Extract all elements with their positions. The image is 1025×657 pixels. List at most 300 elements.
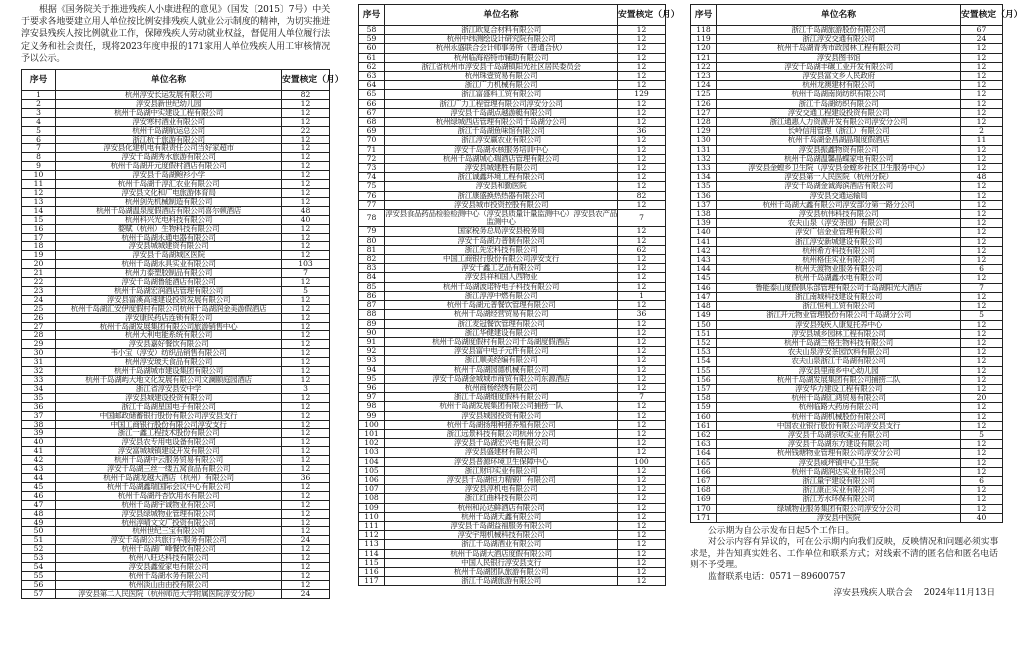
row-quota: 12 [618, 558, 666, 567]
row-quota: 12 [961, 81, 1003, 90]
row-unit-name: 淳安县鑫爱家电有限公司 [56, 563, 282, 572]
table-row [691, 136, 1003, 145]
row-quota: 12 [282, 554, 330, 563]
row-unit-name: 淳安县农专用电设备有限公司 [56, 438, 282, 447]
row-unit-name: 淳安县杭伟科技有限公司 [717, 210, 961, 219]
table-row [691, 182, 1003, 191]
row-quota: 12 [282, 108, 330, 117]
row-number: 2 [22, 99, 56, 108]
row-number: 11 [22, 180, 56, 189]
table-header-row [359, 5, 666, 26]
row-number: 31 [22, 358, 56, 367]
row-quota: 12 [282, 527, 330, 536]
row-number: 37 [22, 411, 56, 420]
table-row [359, 210, 666, 227]
row-number: 133 [691, 164, 717, 173]
row-quota: 12 [282, 188, 330, 197]
row-number: 143 [691, 256, 717, 265]
row-number: 148 [691, 302, 717, 311]
row-unit-name: 浙江淳淳中燃有限公司 [385, 291, 618, 300]
row-number: 78 [359, 210, 385, 227]
row-unit-name: 杭州科兴光电科技有限公司 [56, 215, 282, 224]
row-quota: 12 [961, 164, 1003, 173]
row-quota: 12 [618, 255, 666, 264]
row-number: 71 [359, 145, 385, 154]
row-unit-name: 淳安县残疾人康复托养中心 [717, 320, 961, 329]
row-unit-name: 杭州千岛湖度假村有限公司千岛湖度假酒店 [385, 337, 618, 346]
row-quota: 12 [961, 237, 1003, 246]
row-unit-name: 淳安交通工程建设投资有限公司 [717, 108, 961, 117]
row-number: 85 [359, 282, 385, 291]
row-number: 140 [691, 228, 717, 237]
row-quota: 7 [961, 283, 1003, 292]
row-number: 33 [22, 376, 56, 385]
header-name: 单位名称 [385, 5, 618, 26]
row-number: 44 [22, 473, 56, 482]
row-quota: 12 [961, 458, 1003, 467]
row-number: 122 [691, 62, 717, 71]
row-number: 107 [359, 485, 385, 494]
table-row [22, 402, 330, 411]
row-number: 104 [359, 457, 385, 466]
row-unit-name: 淳安县普源环境卫生保障中心 [385, 457, 618, 466]
row-number: 93 [359, 356, 385, 365]
row-number: 20 [22, 260, 56, 269]
row-number: 130 [691, 136, 717, 145]
row-quota: 12 [282, 331, 330, 340]
row-number: 17 [22, 233, 56, 242]
table-body-1 [22, 91, 330, 599]
row-unit-name: 浙江恒利工贸有限公司 [717, 302, 961, 311]
row-quota: 12 [618, 365, 666, 374]
row-number: 139 [691, 219, 717, 228]
row-number: 39 [22, 429, 56, 438]
row-number: 126 [691, 99, 717, 108]
row-unit-name: 淳安县千岛湖点越游艇有限公司 [385, 108, 618, 117]
row-quota: 12 [618, 164, 666, 173]
row-quota: 12 [618, 264, 666, 273]
table-row [22, 108, 330, 117]
row-number: 1 [22, 91, 56, 100]
row-number: 161 [691, 421, 717, 430]
row-number: 63 [359, 72, 385, 81]
row-quota: 67 [961, 26, 1003, 35]
table-row [22, 580, 330, 589]
row-unit-name: 杭州千岛湖千淳汇农业有限公司 [56, 180, 282, 189]
row-unit-name: 浙江广力机械有限公司 [385, 81, 618, 90]
row-number: 86 [359, 291, 385, 300]
row-quota: 12 [618, 448, 666, 457]
row-quota: 12 [618, 420, 666, 429]
notice-footer [690, 526, 1003, 583]
row-unit-name: 淳安寒村酒业有限公司 [56, 117, 282, 126]
header-no: 序号 [359, 5, 385, 26]
row-quota: 12 [961, 145, 1003, 154]
row-quota: 12 [282, 482, 330, 491]
row-quota: 20 [961, 394, 1003, 403]
row-unit-name: 浙江千岛湖细度假科有限公司 [385, 393, 618, 402]
quota-table-2 [358, 4, 680, 586]
row-number: 66 [359, 99, 385, 108]
row-number: 68 [359, 118, 385, 127]
row-quota: 12 [618, 227, 666, 236]
row-quota: 12 [961, 219, 1003, 228]
row-quota: 12 [618, 347, 666, 356]
row-number: 82 [359, 255, 385, 264]
row-quota: 12 [618, 136, 666, 145]
row-number: 137 [691, 200, 717, 209]
row-number: 4 [22, 117, 56, 126]
column-middle [358, 4, 680, 586]
table-row [691, 90, 1003, 99]
row-unit-name: 淳安县千岛湖宗收实业有限公司 [717, 430, 961, 439]
header-name: 单位名称 [56, 70, 282, 91]
table-row [22, 206, 330, 215]
row-quota: 5 [282, 286, 330, 295]
row-number: 99 [359, 411, 385, 420]
row-unit-name: 淳安县交通运输局 [717, 191, 961, 200]
row-quota: 12 [961, 72, 1003, 81]
table-row [691, 449, 1003, 458]
row-unit-name: 杭州千岛湖宏润酒店管理有限公司 [56, 286, 282, 295]
table-header-row [22, 70, 330, 91]
row-number: 145 [691, 274, 717, 283]
row-number: 150 [691, 320, 717, 329]
row-quota: 12 [961, 384, 1003, 393]
row-quota: 12 [618, 44, 666, 53]
table-row [22, 197, 330, 206]
row-unit-name: 杭州千岛湖广峰餐饮有限公司 [56, 545, 282, 554]
row-unit-name: 淳安千岛湖鲁能酒店有限公司 [56, 278, 282, 287]
row-quota: 12 [282, 180, 330, 189]
row-quota: 36 [282, 473, 330, 482]
row-unit-name: 淳安县文化和广电旅游体育局 [56, 188, 282, 197]
table-row [22, 571, 330, 580]
row-quota: 12 [282, 197, 330, 206]
row-number: 58 [359, 26, 385, 35]
row-unit-name: 杭州剑先机械制造有限公司 [56, 197, 282, 206]
row-number: 106 [359, 475, 385, 484]
row-quota: 12 [618, 429, 666, 438]
row-unit-name: 农夫山泉（淳安茶园）有限公司 [717, 219, 961, 228]
row-number: 134 [691, 173, 717, 182]
row-quota: 12 [282, 465, 330, 474]
row-unit-name: 淳安县富溪高速建设投资发展有限公司 [56, 295, 282, 304]
table-row [691, 504, 1003, 513]
row-unit-name: 杭州中纬测绘设计研究院有限公司 [385, 35, 618, 44]
row-number: 153 [691, 348, 717, 357]
row-quota: 12 [961, 53, 1003, 62]
row-unit-name: 浙江红曲科技有限公司 [385, 494, 618, 503]
header-quota: 安置核定（月） [282, 70, 330, 91]
row-unit-name: 淳安千岛湖三丝一缕五窝食品有限公司 [56, 465, 282, 474]
row-quota: 12 [618, 356, 666, 365]
table-row [359, 282, 666, 291]
row-quota: 12 [961, 118, 1003, 127]
row-unit-name: 杭州绿城西店管理有限公司千岛湖分公司 [385, 118, 618, 127]
row-unit-name: 淳安县图书馆 [717, 53, 961, 62]
row-unit-name: 鲁能泰山度假俱乐部管理有限公司千岛湖阳光大酒店 [717, 283, 961, 292]
row-number: 124 [691, 81, 717, 90]
row-quota: 12 [961, 403, 1003, 412]
table-row [22, 509, 330, 518]
row-quota: 12 [961, 338, 1003, 347]
row-quota: 12 [618, 182, 666, 191]
row-number: 127 [691, 108, 717, 117]
row-unit-name: 浙江财印实业有限公司 [385, 466, 618, 475]
table-row [22, 313, 330, 322]
row-number: 115 [359, 558, 385, 567]
header-name: 单位名称 [717, 5, 961, 26]
row-quota: 12 [961, 182, 1003, 191]
table-row [359, 227, 666, 236]
row-number: 62 [359, 62, 385, 71]
row-unit-name: 淳安县富中电子元件有限公司 [385, 347, 618, 356]
row-quota: 12 [961, 357, 1003, 366]
row-quota: 12 [282, 420, 330, 429]
row-quota: 62 [618, 245, 666, 254]
row-unit-name: 杭州珠壹贸易有限公司 [385, 72, 618, 81]
row-quota: 6 [961, 265, 1003, 274]
row-unit-name: 杭州千岛湖天鑫有限公司 [385, 512, 618, 521]
row-number: 36 [22, 402, 56, 411]
signature-date: 2024年11月13日 [923, 588, 995, 598]
notice-period: 公示期为自公示发布日起5个工作日。 [708, 525, 855, 536]
row-unit-name: 杭州商杨经绣有限公司 [385, 383, 618, 392]
row-number: 67 [359, 108, 385, 117]
row-number: 24 [22, 295, 56, 304]
row-number: 10 [22, 171, 56, 180]
row-number: 25 [22, 304, 56, 313]
row-quota: 12 [282, 233, 330, 242]
row-unit-name: 杭州千岛湖园德机械有限公司 [385, 365, 618, 374]
row-unit-name: 杭州千岛湖温泉度假酒店有限公司喜尔顿酒店 [56, 206, 282, 215]
row-number: 61 [359, 53, 385, 62]
table-row [22, 286, 330, 295]
row-number: 72 [359, 154, 385, 163]
row-quota: 12 [961, 348, 1003, 357]
row-number: 23 [22, 286, 56, 295]
row-unit-name: 杭州和沁达鲜酒店有限公司 [385, 503, 618, 512]
table-row [22, 224, 330, 233]
row-number: 81 [359, 245, 385, 254]
row-unit-name: 浙江省杭州市淳安县千岛湖镇阳光社区居民委员会 [385, 62, 618, 71]
row-unit-name: 婺赋（杭州）生物科技有限公司 [56, 224, 282, 233]
row-unit-name: 淳安县千岛湖城区医院 [56, 251, 282, 260]
row-quota: 22 [282, 126, 330, 135]
row-number: 149 [691, 311, 717, 320]
row-quota: 12 [961, 228, 1003, 237]
row-unit-name: 淳安县威坪镇中心卫生院 [717, 458, 961, 467]
row-unit-name: 杭州千岛湖城心瑞酒店管理有限公司 [385, 154, 618, 163]
row-quota: 12 [282, 295, 330, 304]
row-unit-name: 淳安县中医院 [717, 513, 961, 522]
row-number: 135 [691, 182, 717, 191]
row-quota: 12 [282, 349, 330, 358]
row-quota: 12 [961, 486, 1003, 495]
row-quota: 7 [282, 269, 330, 278]
row-unit-name: 浙江量宇建设有限公司 [717, 476, 961, 485]
row-number: 101 [359, 429, 385, 438]
row-number: 154 [691, 357, 717, 366]
row-quota: 12 [282, 438, 330, 447]
row-quota: 7 [618, 210, 666, 227]
row-quota: 12 [618, 72, 666, 81]
row-number: 92 [359, 347, 385, 356]
row-number: 96 [359, 383, 385, 392]
row-quota: 12 [961, 108, 1003, 117]
row-quota: 12 [961, 62, 1003, 71]
row-unit-name: 浙江远景科技有限公司杭州分公司 [385, 429, 618, 438]
row-quota: 12 [961, 449, 1003, 458]
row-number: 110 [359, 512, 385, 521]
row-number: 32 [22, 367, 56, 376]
table-row [691, 53, 1003, 62]
row-unit-name: 淳安千岛湖金诚海滨酒店有限公司 [717, 182, 961, 191]
row-number: 52 [22, 545, 56, 554]
row-quota: 12 [618, 62, 666, 71]
row-unit-name: 国家税务总局淳安县税务局 [385, 227, 618, 236]
row-quota: 100 [618, 457, 666, 466]
row-number: 105 [359, 466, 385, 475]
table-row [691, 44, 1003, 53]
row-unit-name: 杭州大利电能系统有限公司 [56, 331, 282, 340]
row-unit-name: 淳安华力建设工程有限公司 [717, 384, 961, 393]
row-quota: 48 [282, 206, 330, 215]
row-unit-name: 浙江千岛湖星国电子有限公司 [56, 402, 282, 411]
row-unit-name: 中国邮政储蓄银行股份有限公司淳安县支行 [56, 411, 282, 420]
table-row [22, 117, 330, 126]
row-quota: 12 [961, 366, 1003, 375]
row-number: 6 [22, 135, 56, 144]
table-row [22, 295, 330, 304]
header-no: 序号 [691, 5, 717, 26]
row-unit-name: 淳安宇翔机械科技有限公司 [385, 531, 618, 540]
quota-table-3 [690, 4, 1023, 523]
row-quota: 12 [618, 521, 666, 530]
row-quota: 12 [282, 580, 330, 589]
row-unit-name: 淳安千鑫工艺品有限公司 [385, 264, 618, 273]
table-row [691, 320, 1003, 329]
table-row [359, 457, 666, 466]
row-unit-name: 淳安县千岛湖恒力精锻厂有限公司 [385, 475, 618, 484]
row-unit-name: 浙江千岛湖旅游有限公司 [385, 577, 618, 586]
row-number: 156 [691, 375, 717, 384]
row-quota: 12 [961, 191, 1003, 200]
table-row [359, 90, 666, 99]
row-number: 70 [359, 136, 385, 145]
row-number: 60 [359, 44, 385, 53]
row-quota: 12 [282, 402, 330, 411]
table-row [359, 53, 666, 62]
row-number: 28 [22, 331, 56, 340]
row-number: 21 [22, 269, 56, 278]
row-unit-name: 农夫山泉淳安茶园饮料有限公司 [717, 348, 961, 357]
row-number: 158 [691, 394, 717, 403]
row-unit-name: 淳安县盛建材有限公司 [385, 448, 618, 457]
row-number: 87 [359, 301, 385, 310]
row-unit-name: 杭州千岛湖龙越大酒店（杭州）有限公司 [56, 473, 282, 482]
row-unit-name: 杭州千岛湖大酒店度假有限公司 [385, 549, 618, 558]
row-quota: 12 [282, 322, 330, 331]
row-unit-name: 浙江一鑫工程技术股份有限公司 [56, 429, 282, 438]
row-number: 94 [359, 365, 385, 374]
row-quota: 12 [282, 340, 330, 349]
row-unit-name: 淳安县千岛湖宏兴电有限公司 [385, 439, 618, 448]
row-quota: 40 [961, 513, 1003, 522]
row-number: 16 [22, 224, 56, 233]
row-quota: 12 [618, 503, 666, 512]
row-unit-name: 杭州希方科技有限公司 [717, 246, 961, 255]
row-quota: 12 [282, 545, 330, 554]
row-number: 69 [359, 127, 385, 136]
row-quota: 12 [618, 173, 666, 182]
row-quota: 12 [961, 90, 1003, 99]
row-unit-name: 淳安千岛湖水核服务培训中心 [385, 145, 618, 154]
row-number: 54 [22, 563, 56, 572]
row-unit-name: 杭州千岛湖经营贸易有限公司 [385, 310, 618, 319]
row-quota: 12 [282, 171, 330, 180]
row-unit-name: 浙江诚鑫环境工程有限公司 [385, 173, 618, 182]
row-unit-name: 杭州千岛湖发展集团有限公司旅游销售中心 [56, 322, 282, 331]
row-number: 160 [691, 412, 717, 421]
row-number: 14 [22, 206, 56, 215]
table-row [359, 319, 666, 328]
row-number: 13 [22, 197, 56, 206]
row-number: 163 [691, 440, 717, 449]
row-unit-name: 韦小宝（淳安）纺织品销售有限公司 [56, 349, 282, 358]
row-quota: 12 [961, 154, 1003, 163]
row-quota: 12 [282, 447, 330, 456]
header-quota: 安置核定（月） [961, 5, 1003, 26]
row-quota: 103 [282, 260, 330, 269]
row-unit-name: 浙江千岛湖酒业有限公司 [385, 540, 618, 549]
row-quota: 12 [282, 144, 330, 153]
row-number: 121 [691, 53, 717, 62]
row-quota: 12 [961, 292, 1003, 301]
row-unit-name: 杭州千岛湖城市建设集团有限公司 [56, 367, 282, 376]
row-unit-name: 杭州千岛湖屿大地文化发展有限公司文澜颐庭园酒店 [56, 376, 282, 385]
row-quota: 12 [618, 494, 666, 503]
row-number: 123 [691, 72, 717, 81]
row-number: 119 [691, 35, 717, 44]
row-number: 103 [359, 448, 385, 457]
row-unit-name: 杭州千岛湖永通电器有限公司 [56, 233, 282, 242]
row-unit-name: 杭州千岛湖汇鸿贸易有限公司 [717, 394, 961, 403]
row-quota: 12 [282, 135, 330, 144]
table-row [691, 366, 1003, 375]
row-number: 7 [22, 144, 56, 153]
row-unit-name: 杭州千岛湖汇安伊度假村有限公司杭州千岛湖润金美游假酒店 [56, 304, 282, 313]
row-number: 162 [691, 430, 717, 439]
row-unit-name: 杭州千岛湖丹杏饮用水有限公司 [56, 491, 282, 500]
row-quota: 12 [961, 200, 1003, 209]
row-quota: 12 [618, 328, 666, 337]
row-unit-name: 杭州千岛湖青秀市政园林工程有限公司 [717, 44, 961, 53]
row-unit-name: 浙江欧复合材料有限公司 [385, 26, 618, 35]
column-right [690, 4, 1023, 598]
row-unit-name: 淳安县城建胜有限公司 [385, 164, 618, 173]
row-unit-name: 浙江麦冠餐饮管理有限公司 [385, 319, 618, 328]
row-quota: 12 [282, 304, 330, 313]
table-row [691, 283, 1003, 292]
row-number: 89 [359, 319, 385, 328]
row-quota: 12 [961, 440, 1003, 449]
row-number: 29 [22, 340, 56, 349]
row-number: 151 [691, 329, 717, 338]
row-number: 142 [691, 246, 717, 255]
row-number: 131 [691, 145, 717, 154]
